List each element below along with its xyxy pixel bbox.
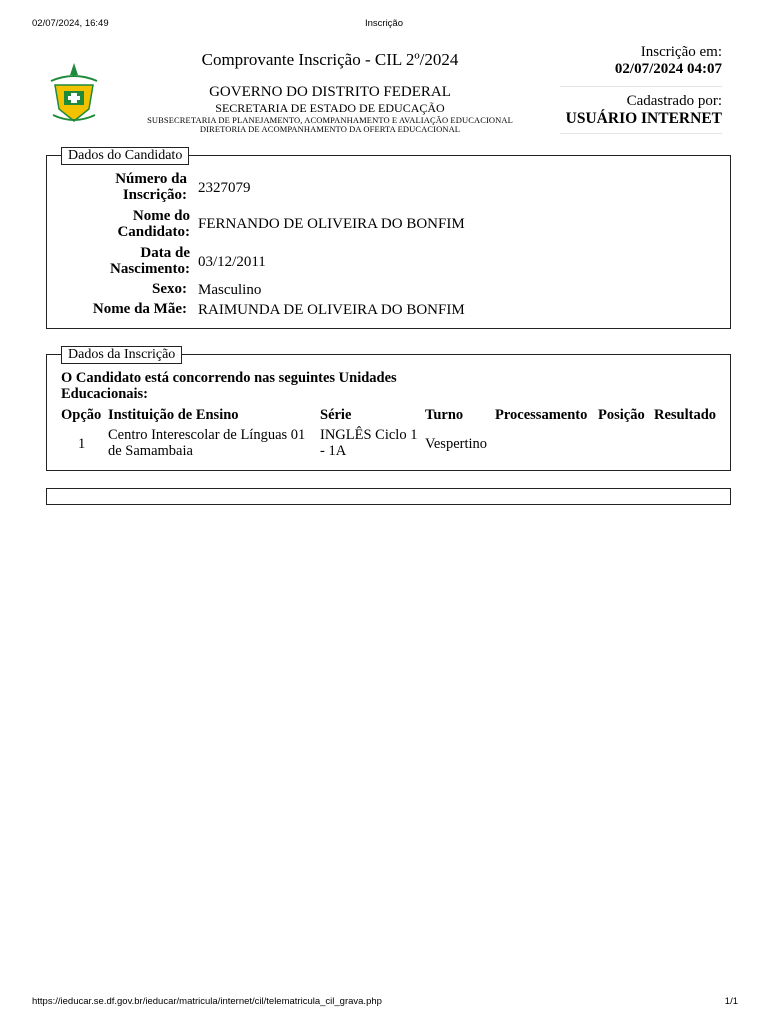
nome-label-line-1: Nome do <box>132 208 190 224</box>
nome-label <box>50 209 190 241</box>
gov-line-3: SUBSECRETARIA DE PLANEJAMENTO, ACOMPANHAMENTO E AVALIAÇÃO EDUCACIONAL <box>147 115 513 125</box>
numero-label-line-1: Número da <box>115 171 187 187</box>
gov-line-1: GOVERNO DO DISTRITO FEDERAL <box>209 84 451 100</box>
sexo-value: Masculino <box>198 282 262 298</box>
col-header-resultado: Resultado <box>654 407 717 423</box>
mae-label: Nome da Mãe: <box>92 301 187 317</box>
print-page-number: 1/1 <box>724 996 738 1007</box>
nome-label-line-2: Candidato: <box>117 223 190 240</box>
gov-line-4: DIRETORIA DE ACOMPANHAMENTO DA OFERTA EDUCACIONAL <box>199 123 461 134</box>
candidate-section-legend: Dados do Candidato <box>61 147 189 165</box>
empty-section <box>46 488 731 505</box>
gdf-logo-icon <box>49 63 99 125</box>
cadastrado-block <box>566 93 722 127</box>
inscricao-date-value: 02/07/2024 04:07 <box>614 60 722 77</box>
enrollment-section <box>46 347 731 471</box>
numero-label <box>47 172 187 204</box>
mae-value: RAIMUNDA DE OLIVEIRA DO BONFIM <box>198 302 465 318</box>
meta-divider-2 <box>560 133 722 134</box>
nascimento-label-line-1: Data de <box>140 245 190 261</box>
cell-turno: Vespertino <box>425 436 488 452</box>
cell-instituicao: Centro Interescolar de Línguas 01 de Samambaia <box>108 427 306 459</box>
enrollment-section-legend: Dados da Inscrição <box>61 346 182 364</box>
print-datetime: 02/07/2024, 16:49 <box>32 18 109 29</box>
candidate-section <box>46 148 731 329</box>
gov-line-2: SECRETARIA DE ESTADO DE EDUCAÇÃO <box>215 101 445 115</box>
col-header-processamento: Processamento <box>495 407 588 423</box>
nascimento-label-line-2: Nascimento: <box>110 260 190 277</box>
nascimento-value: 03/12/2011 <box>198 254 266 270</box>
inscricao-date-label: Inscrição em: <box>640 44 722 60</box>
inscricao-date-block <box>615 44 722 77</box>
col-header-serie: Série <box>320 407 352 423</box>
cadastrado-value: USUÁRIO INTERNET <box>565 109 722 127</box>
col-header-opcao: Opção <box>61 407 102 423</box>
cell-serie: INGLÊS Ciclo 1 - 1A <box>320 427 418 459</box>
col-header-turno: Turno <box>425 407 464 423</box>
document-title: Comprovante Inscrição - CIL 2º/2024 <box>201 50 459 69</box>
enrollment-intro: O Candidato está concorrendo nas seguintes Unidades Educacionais: <box>61 370 397 402</box>
print-url: https://ieducar.se.df.gov.br/ieducar/matricula/internet/cil/telematricula_cil_grava.php <box>32 996 382 1007</box>
numero-value: 2327079 <box>198 180 251 196</box>
cadastrado-label: Cadastrado por: <box>626 93 722 109</box>
government-header <box>120 85 540 133</box>
nome-value: FERNANDO DE OLIVEIRA DO BONFIM <box>198 216 465 232</box>
print-page-title: Inscrição <box>364 18 403 29</box>
nascimento-label <box>50 246 190 278</box>
meta-divider <box>560 86 722 87</box>
col-header-posicao: Posição <box>598 407 645 423</box>
col-header-instituicao: Instituição de Ensino <box>108 407 239 423</box>
cell-opcao: 1 <box>78 436 86 452</box>
numero-label-line-2: Inscrição: <box>122 186 187 203</box>
sexo-label: Sexo: <box>152 281 187 297</box>
